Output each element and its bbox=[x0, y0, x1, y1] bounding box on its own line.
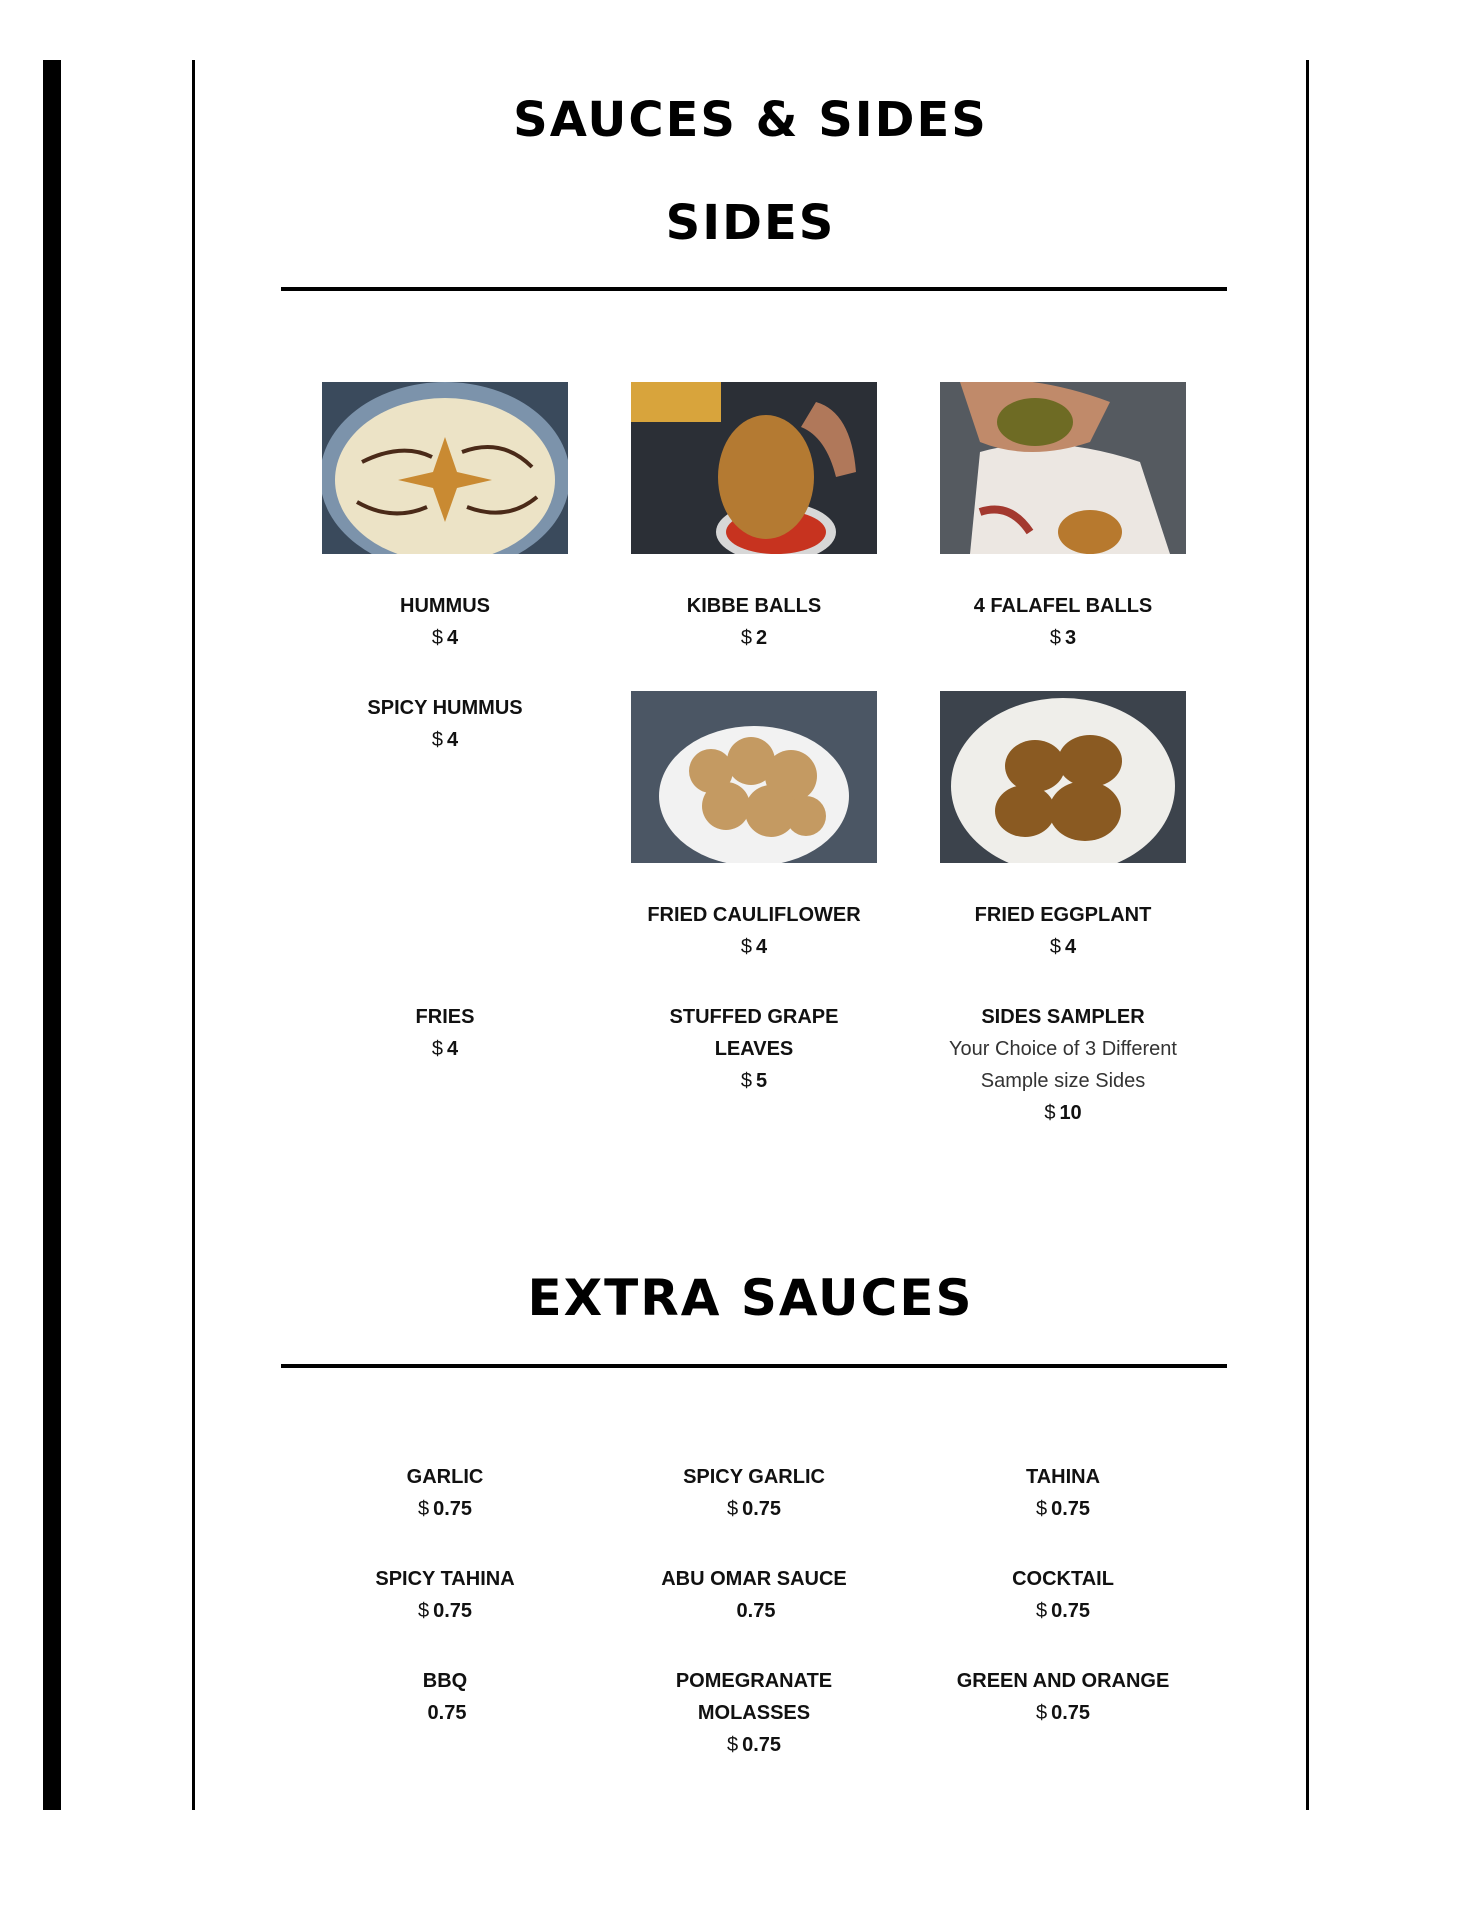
item-name: FRIED EGGPLANT bbox=[974, 904, 1152, 926]
sauce-item-tahina bbox=[933, 1461, 1193, 1525]
sauce-item-bbq bbox=[315, 1665, 575, 1729]
item-price: $ 4 bbox=[1049, 936, 1077, 958]
item-price: $ 2 bbox=[740, 627, 768, 649]
item-name: POMEGRANATE MOLASSES bbox=[675, 1670, 833, 1724]
side-item-fried-eggplant bbox=[933, 899, 1193, 963]
item-price: 0.75 bbox=[736, 1600, 776, 1622]
item-name: GARLIC bbox=[406, 1466, 484, 1488]
sauce-item-garlic bbox=[315, 1461, 575, 1525]
item-name: SPICY TAHINA bbox=[375, 1568, 515, 1590]
item-price: $ 4 bbox=[431, 729, 459, 751]
sauce-item-cocktail bbox=[933, 1563, 1193, 1627]
item-price: $ 0.75 bbox=[726, 1498, 782, 1520]
side-item-spicy-hummus bbox=[315, 692, 575, 756]
item-name: BBQ bbox=[422, 1670, 468, 1692]
item-name: KIBBE BALLS bbox=[686, 595, 822, 617]
item-price: $ 0.75 bbox=[1035, 1702, 1091, 1724]
side-item-stuffed-grape-leaves bbox=[644, 1001, 864, 1097]
sides-heading: SIDES bbox=[665, 195, 836, 251]
side-item-falafel-balls bbox=[933, 590, 1193, 654]
left-border-line bbox=[192, 60, 195, 1810]
item-price: $ 4 bbox=[740, 936, 768, 958]
item-name: TAHINA bbox=[1025, 1466, 1101, 1488]
falafel-photo bbox=[940, 382, 1186, 554]
item-price: 0.75 bbox=[427, 1702, 467, 1724]
item-name: COCKTAIL bbox=[1012, 1568, 1114, 1590]
item-name: HUMMUS bbox=[400, 595, 490, 617]
item-price: $ 0.75 bbox=[417, 1600, 473, 1622]
item-name: SPICY GARLIC bbox=[683, 1466, 825, 1488]
item-price: $ 0.75 bbox=[726, 1734, 782, 1756]
side-item-kibbe-balls bbox=[624, 590, 884, 654]
page-title: SAUCES & SIDES bbox=[513, 92, 988, 148]
item-price: $ 3 bbox=[1049, 627, 1077, 649]
item-price: $ 0.75 bbox=[417, 1498, 473, 1520]
item-price: $ 4 bbox=[431, 627, 459, 649]
item-name: SIDES SAMPLER bbox=[981, 1006, 1145, 1028]
sauce-item-green-and-orange bbox=[923, 1665, 1203, 1729]
hummus-photo bbox=[322, 382, 568, 554]
item-name: STUFFED GRAPE LEAVES bbox=[669, 1006, 839, 1060]
item-name: ABU OMAR SAUCE bbox=[661, 1568, 847, 1590]
item-name: FRIED CAULIFLOWER bbox=[647, 904, 861, 926]
item-name: FRIES bbox=[415, 1006, 475, 1028]
page-edge-bar bbox=[43, 60, 61, 1810]
sauce-item-abu-omar-sauce bbox=[624, 1563, 884, 1627]
sides-divider bbox=[281, 287, 1227, 291]
item-description: Your Choice of 3 Different Sample size Sides bbox=[949, 1038, 1177, 1092]
side-item-hummus bbox=[315, 590, 575, 654]
eggplant-photo bbox=[940, 691, 1186, 863]
right-border-line bbox=[1306, 60, 1309, 1810]
item-name: GREEN AND ORANGE bbox=[956, 1670, 1170, 1692]
item-price: $ 4 bbox=[431, 1038, 459, 1060]
item-name: 4 FALAFEL BALLS bbox=[973, 595, 1153, 617]
sauces-divider bbox=[281, 1364, 1227, 1368]
item-price: $ 5 bbox=[740, 1070, 768, 1092]
kibbe-photo bbox=[631, 382, 877, 554]
item-name: SPICY HUMMUS bbox=[367, 697, 523, 719]
item-price: $ 0.75 bbox=[1035, 1600, 1091, 1622]
item-price: $ 10 bbox=[1044, 1102, 1082, 1124]
side-item-fries bbox=[315, 1001, 575, 1065]
side-item-sides-sampler bbox=[943, 1001, 1183, 1129]
extra-sauces-heading: EXTRA SAUCES bbox=[527, 1269, 974, 1327]
sauce-item-pomegranate-molasses bbox=[644, 1665, 864, 1761]
item-price: $ 0.75 bbox=[1035, 1498, 1091, 1520]
sauce-item-spicy-garlic bbox=[624, 1461, 884, 1525]
sauce-item-spicy-tahina bbox=[315, 1563, 575, 1627]
cauliflower-photo bbox=[631, 691, 877, 863]
side-item-fried-cauliflower bbox=[624, 899, 884, 963]
